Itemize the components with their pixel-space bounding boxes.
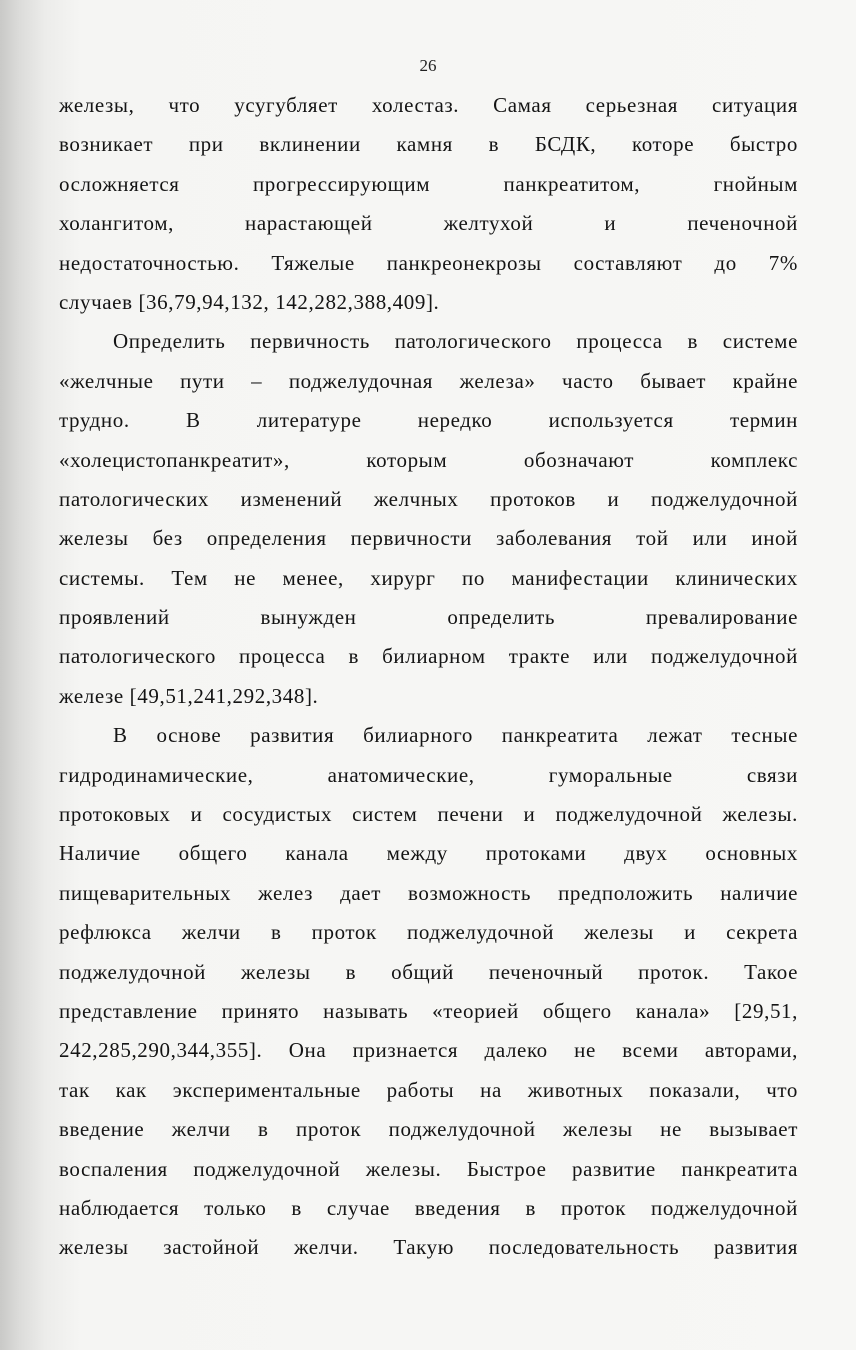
text-line: железы без определения первичности заболевания той или иной xyxy=(59,526,798,551)
page-number: 26 xyxy=(419,56,437,75)
text-line: системы. Тем не менее, хирург по манифестации клинических xyxy=(59,565,798,590)
text-line: гидродинамические, анатомические, гуморальные связи xyxy=(59,762,798,787)
text-line: железы застойной желчи. Такую последовательность развития xyxy=(59,1235,798,1260)
text-line: осложняется прогрессирующим панкреатитом, гнойным xyxy=(59,171,798,196)
text-line: введение желчи в проток поджелудочной железы не вызывает xyxy=(59,1117,798,1142)
text-line: наблюдается только в случае введения в проток поджелудочной xyxy=(59,1195,798,1220)
text-line: холангитом, нарастающей желтухой и печеночной xyxy=(59,211,798,236)
text-line: железы, что усугубляет холестаз. Самая серьезная ситуация xyxy=(59,93,798,117)
text-line: так как экспериментальные работы на животных показали, что xyxy=(59,1077,798,1102)
text-line: возникает при вклинении камня в БСДК, которе быстро xyxy=(59,132,798,157)
text-line: Наличие общего канала между протоками двух основных xyxy=(59,841,798,866)
text-line: 242,285,290,344,355]. Она признается далеко не всеми авторами, xyxy=(59,1038,798,1063)
text-line: недостаточностью. Тяжелые панкреонекрозы составляют до 7% xyxy=(59,250,798,275)
text-line: рефлюкса желчи в проток поджелудочной железы и секрета xyxy=(59,920,798,945)
text-line: воспаления поджелудочной железы. Быстрое развитие панкреатита xyxy=(59,1156,798,1181)
text-line: проявлений вынужден определить превалирование xyxy=(59,605,798,630)
text-line: «желчные пути – поджелудочная железа» часто бывает крайне xyxy=(59,368,798,393)
text-line: железе [49,51,241,292,348]. xyxy=(59,683,319,708)
text-line: патологического процесса в билиарном тракте или поджелудочной xyxy=(59,644,798,669)
text-line: Определить первичность патологического процесса в системе xyxy=(113,329,798,354)
text-line: представление принято называть «теорией общего канала» [29,51, xyxy=(59,998,798,1023)
text-line: протоковых и сосудистых систем печени и поджелудочной железы. xyxy=(59,802,798,827)
text-line: В основе развития билиарного панкреатита лежат тесные xyxy=(113,723,798,748)
text-line: пищеварительных желез дает возможность предположить наличие xyxy=(59,880,798,905)
text-line: «холецистопанкреатит», которым обозначают комплекс xyxy=(59,447,798,472)
text-line: поджелудочной железы в общий печеночный проток. Такое xyxy=(59,959,798,984)
text-line: патологических изменений желчных протоков и поджелудочной xyxy=(59,486,798,511)
body-text xyxy=(59,86,798,1268)
text-line: случаев [36,79,94,132, 142,282,388,409]. xyxy=(59,289,440,314)
text-line: трудно. В литературе нередко используется термин xyxy=(59,408,798,433)
